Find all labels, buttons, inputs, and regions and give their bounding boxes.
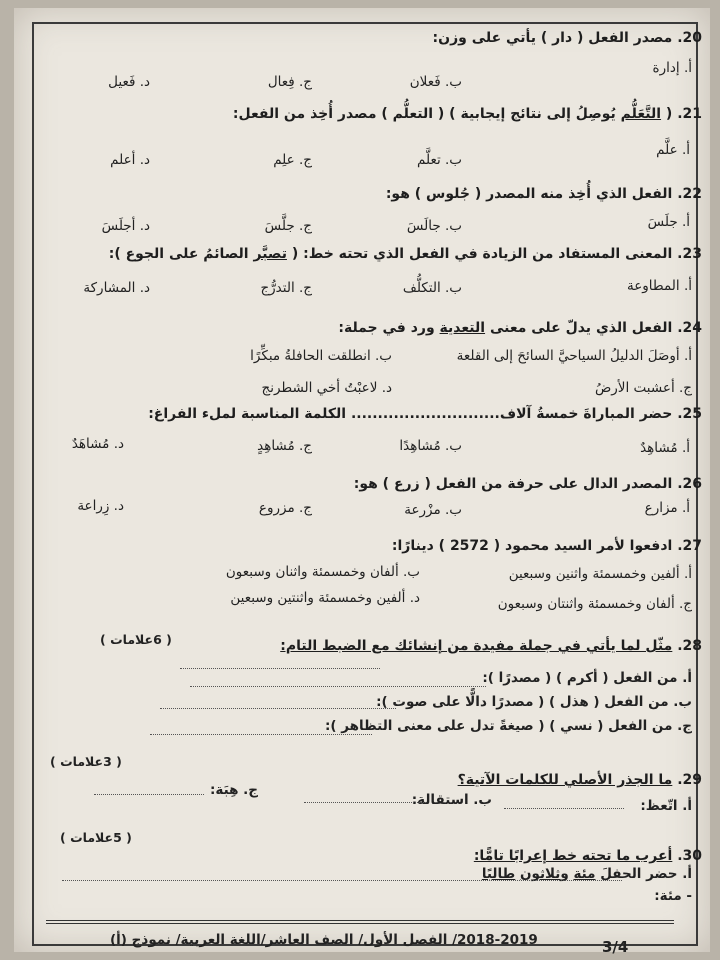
q29-blank-a [504,808,624,809]
q30-blank-line [62,880,622,881]
q28-item-b: ب. من الفعل ( هذل ) ( مصدرًا دالًّا على صوت ): [376,694,692,710]
q20-option-c: ج. فِعال [267,74,312,90]
q30-item: - مئة: [654,888,692,904]
q24-stem: 24. الفعل الذي يدلّ على معنى التعدية ورد في جملة: [338,320,702,336]
q30-sentence: أ. حضر الحفلَ مئة وثلاثون طالبًا [481,866,692,882]
q25-option-b: ب. مُشاهِدًا [399,438,462,454]
q29-stem: 29. ما الجذر الأصلي للكلمات الآتية؟ [457,772,702,788]
q30-stem: 30. أعرب ما تحته خط إعرابًا تامًّا: [473,848,702,864]
footer-rule-top [46,920,674,921]
q20-option-b: ب. فَعلان [409,74,462,90]
q28-item-a: أ. من الفعل ( أكرم ) ( مصدرًا ): [482,670,692,686]
q24-option-a: أ. أوصَلَ الدليلُ السياحيَّ السائحَ إلى القلعة [456,348,692,364]
q21-option-d: د. أعلم [110,152,150,168]
q26-option-b: ب. مزْرعة [404,502,462,518]
q21-stem: 21. ( التَّعَلُّم يُوصِلُ إلى نتائج إيجابية ) ( التعلُّم ) مصدر أُخِذ من الفعل: [232,106,702,122]
q26-stem: 26. المصدر الدال على حرفة من الفعل ( زرع ) هو: [353,476,702,492]
q21-option-a: أ. علَّم [656,142,690,158]
q22-option-b: ب. جالَسَ [406,218,462,234]
exam-page [14,8,710,956]
q24-option-d: د. لاعبْتُ أخي الشطرنج [261,380,392,396]
q21-option-b: ب. تعلَّم [416,152,462,168]
q27-option-c: ج. ألفان وخمسمئة واثنتان وسبعون [497,596,692,612]
footer-text: 2018-2019/ الفصل الأول/ الصف العاشر/اللغة العربية/ نموذج (أ) [110,932,538,948]
q20-stem: 20. مصدر الفعل ( دار ) يأتي على وزن: [432,30,702,46]
q27-option-d: د. ألفين وخمسمئة واثنتين وسبعين [230,590,420,606]
q25-option-d: د. مُشاهَدٌ [71,436,124,452]
footer-rule-bottom [46,923,674,924]
q20-option-a: أ. إدارة [652,60,692,76]
q29-blank-c [94,794,204,795]
q29-item-c: ج. هِبَة: [209,782,258,798]
q23-option-d: د. المشاركة [83,280,150,296]
q28-blank-a [190,686,486,687]
q22-option-a: أ. جلَسَ [647,214,690,230]
q28-blank-top [180,668,380,669]
q26-option-a: أ. مزارع [644,500,690,516]
q26-option-d: د. زِراعة [77,498,124,514]
q24-option-b: ب. انطلقت الحافلةُ مبكِّرًا [250,348,392,364]
q25-option-a: أ. مُشاهِدٌ [640,440,690,456]
q28-item-c: ج. من الفعل ( نسي ) ( صيغةً تدل على معنى التظاهر ): [324,718,692,734]
q28-stem: 28. مثّل لما يأتي في جملة مفيدة من إنشائك مع الضبط التام: [280,638,702,654]
q25-stem: 25. حضر المباراةَ خمسةُ آلاف............................ الكلمة المناسبة لملء الفراغ: [148,406,702,422]
q27-option-a: أ. ألفين وخمسمئة واثنين وسبعين [508,566,692,582]
q25-option-c: ج. مُشاهِدٍ [257,438,312,454]
q21-option-c: ج. علِم [273,152,312,168]
q30-marks: ( 5علامات ) [60,830,132,845]
q23-stem: 23. المعنى المستفاد من الزيادة في الفعل الذي تحته خط: ( تصبَّر الصائمُ على الجوع ): [108,246,702,262]
q22-option-c: ج. جلَّسَ [264,218,312,234]
q23-option-c: ج. التدرُّج [260,280,312,296]
q29-marks: ( 3علامات ) [50,754,122,769]
q28-blank-c [150,734,372,735]
q29-item-a: أ. اتّعظ: [640,798,692,814]
q22-option-d: د. أجلَسَ [101,218,150,234]
q22-stem: 22. الفعل الذي أُخِذ منه المصدر ( جُلوس ) هو: [385,186,702,202]
q29-blank-b [304,802,424,803]
q26-option-c: ج. مزروع [258,500,312,516]
q27-stem: 27. ادفعوا لأمر السيد محمود ( 2572 ) دينارًا: [391,538,702,554]
q24-option-c: ج. أعشبت الأرضُ [594,380,692,396]
q27-option-b: ب. ألفان وخمسمئة واثنان وسبعون [225,564,420,580]
page-number: 3/4 [602,938,629,956]
q23-option-b: ب. التكلُّف [402,280,462,296]
q29-item-b: ب. استقالة: [411,792,492,808]
q20-option-d: د. فَعيل [108,74,150,90]
q28-blank-b [160,708,396,709]
q28-marks: ( 6علامات ) [100,632,172,647]
q23-option-a: أ. المطاوعة [626,278,692,294]
